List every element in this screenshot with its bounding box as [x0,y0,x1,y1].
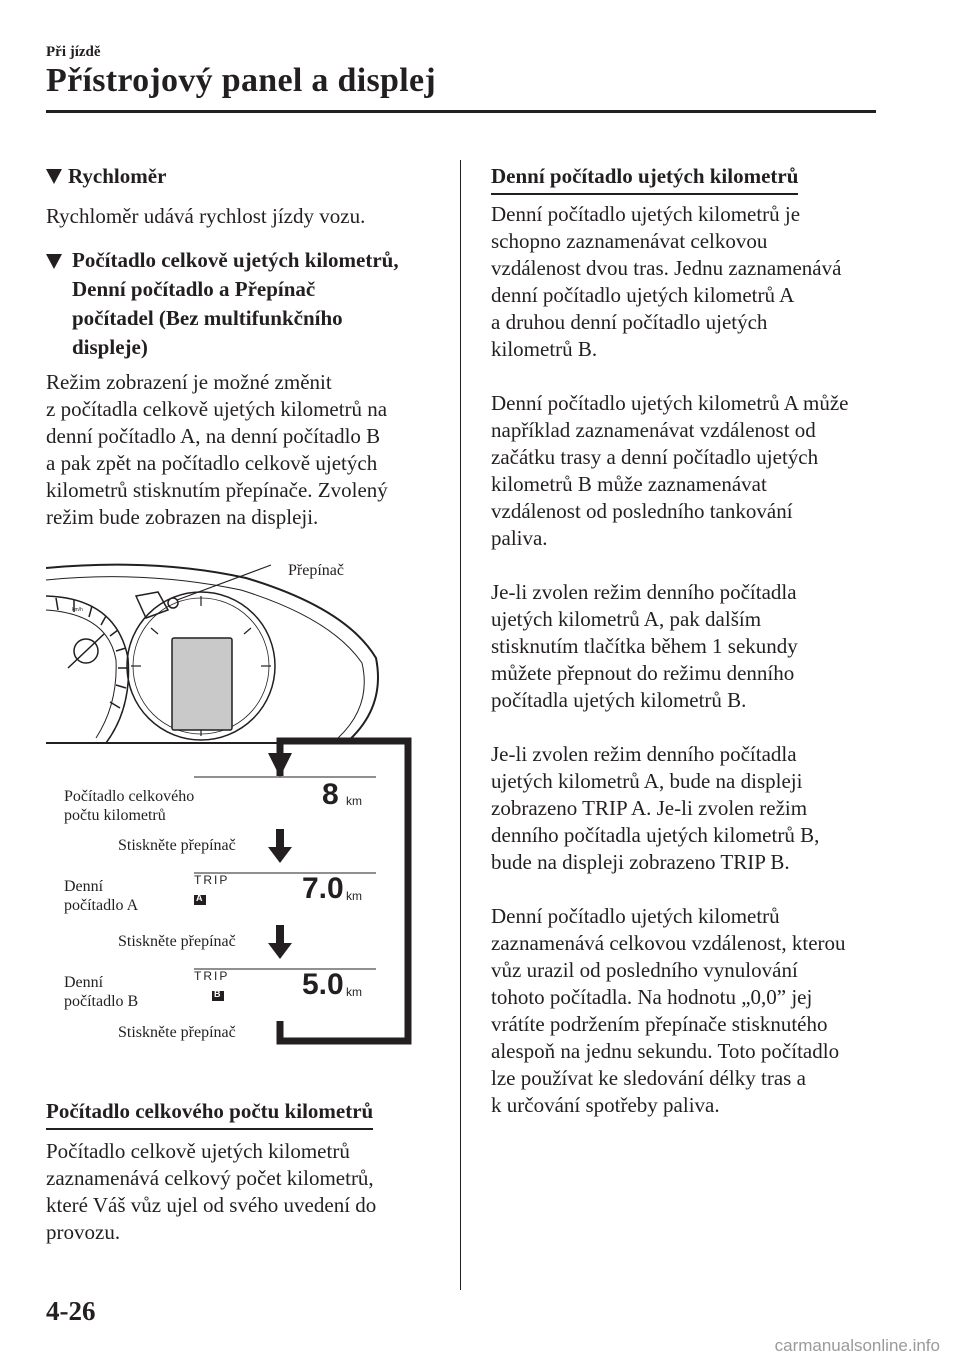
label-line: počtu kilometrů [64,807,166,824]
trip-subheading-wrap [491,162,798,195]
title-rule [46,110,876,113]
trip-paragraph-5 [491,903,891,1119]
text-line: například zaznamenávat vzdálenost od [491,418,816,442]
text-line: které Váš vůz ujel od svého uvedení do [46,1193,377,1217]
text-line: kilometrů B může zaznamenávat [491,472,767,496]
text-line: a pak zpět na počítadlo celkově ujetých [46,451,378,475]
trip-paragraph-1 [491,201,891,363]
text-line: denního počítadla ujetých kilometrů B, [491,823,820,847]
switch-label: Přepínač [288,562,344,579]
heading-line: počítadel (Bez multifunkčního [72,306,343,330]
text-line: Je-li zvolen režim denního počítadla [491,580,797,604]
heading-line: displeje) [72,335,148,359]
press-switch-label: Stiskněte přepínač [118,837,236,854]
text-line: Počítadlo celkově ujetých kilometrů [46,1139,350,1163]
section-heading-speedometer [46,162,166,191]
text-line: Denní počítadlo ujetých kilometrů A může [491,391,849,415]
text-line: schopno zaznamenávat celkovou [491,229,768,253]
trip-paragraph-4 [491,741,891,876]
odometer-readout: 8 [322,778,339,811]
trip-a-mode-label [64,877,138,915]
text-line: kilometrů stisknutím přepínače. Zvolený [46,478,388,502]
trip-paragraph-3 [491,579,891,714]
text-line: Denní počítadlo ujetých kilometrů je [491,202,801,226]
text-line: Režim zobrazení je možné změnit [46,370,332,394]
label-line: počítadlo A [64,897,139,914]
text-line: k určování spotřeby paliva. [491,1093,720,1117]
trip-b-indicator: TRIP [194,969,230,983]
text-line: ujetých kilometrů A, pak dalším [491,607,762,631]
odometer-text [46,1138,446,1246]
trip-a-unit: km [346,889,362,903]
page-number: 4-26 [46,1296,96,1326]
trip-a-letter: A [196,893,203,903]
text-line: můžete přepnout do režimu denního [491,661,795,685]
odometer-unit: km [346,794,362,808]
odometer-subheading-wrap [46,1097,373,1130]
section-heading-odometer-trip [46,246,446,362]
trip-b-readout: 5.0 [302,968,344,1001]
triangle-bullet-icon [46,254,62,269]
watermark-link[interactable]: carmanualsonline.info [774,1336,940,1355]
breadcrumb: Při jízdě [46,44,101,60]
text-line: vůz urazil od posledního vynulování [491,958,798,982]
text-line: ujetých kilometrů A, bude na displeji [491,769,803,793]
trip-subheading: Denní počítadlo ujetých kilometrů [491,162,798,195]
text-line: začátku trasy a denní počítadlo ujetých [491,445,819,469]
speedometer-heading-text: Rychloměr [68,164,167,188]
trip-b-letter: B [214,989,221,999]
text-line: vrátíte podržením přepínače stisknutého [491,1012,828,1036]
speedometer-text: Rychloměr udává rychlost jízdy vozu. [46,204,366,228]
text-line: z počítadla celkově ujetých kilometrů na [46,397,388,421]
label-line: Denní [64,878,104,895]
text-line: zaznamenává celkový počet kilometrů, [46,1166,374,1190]
text-line: kilometrů B. [491,337,598,361]
heading-line: Počítadlo celkově ujetých kilometrů, [72,248,399,272]
text-line: lze používat ke sledování délky tras a [491,1066,806,1090]
text-line: Je-li zvolen režim denního počítadla [491,742,797,766]
text-line: stisknutím tlačítka během 1 sekundy [491,634,798,658]
label-line: Počítadlo celkového [64,788,195,805]
text-line: denní počítadlo A, na denní počítadlo B [46,424,381,448]
instrument-cluster-illustration [46,548,446,748]
text-line: zobrazeno TRIP A. Je-li zvolen režim [491,796,808,820]
heading-line: Denní počítadlo a Přepínač [72,277,316,301]
trip-a-readout: 7.0 [302,872,344,905]
press-switch-label: Stiskněte přepínač [118,933,236,950]
odometer-mode-label [64,787,194,825]
text-line: bude na displeji zobrazeno TRIP B. [491,850,790,874]
text-line: provozu. [46,1220,121,1244]
trip-b-unit: km [346,985,362,999]
text-line: režim bude zobrazen na displeji. [46,505,319,529]
label-line: počítadlo B [64,993,139,1010]
text-line: alespoň na jednu sekundu. Toto počítadlo [491,1039,840,1063]
trip-a-indicator: TRIP [194,873,230,887]
press-switch-label: Stiskněte přepínač [118,1024,236,1041]
page-title: Přístrojový panel a displej [46,62,436,99]
mode-switch-text [46,369,446,531]
text-line: vzdálenost dvou tras. Jednu zaznamenává [491,256,842,280]
text-line: denní počítadlo ujetých kilometrů A [491,283,795,307]
text-line: tohoto počítadla. Na hodnotu „0,0” jej [491,985,813,1009]
text-line: počítadla ujetých kilometrů B. [491,688,747,712]
trip-paragraph-2 [491,390,891,552]
triangle-bullet-icon [46,169,62,184]
trip-b-mode-label [64,973,138,1011]
text-line: zaznamenává celkovou vzdálenost, kterou [491,931,846,955]
text-line: vzdálenost od posledního tankování [491,499,793,523]
label-line: Denní [64,974,104,991]
svg-text:km/h: km/h [72,607,83,613]
column-divider [460,160,461,1290]
text-line: Denní počítadlo ujetých kilometrů [491,904,780,928]
text-line: a druhou denní počítadlo ujetých [491,310,768,334]
text-line: paliva. [491,526,548,550]
odometer-subheading: Počítadlo celkového počtu kilometrů [46,1097,373,1130]
